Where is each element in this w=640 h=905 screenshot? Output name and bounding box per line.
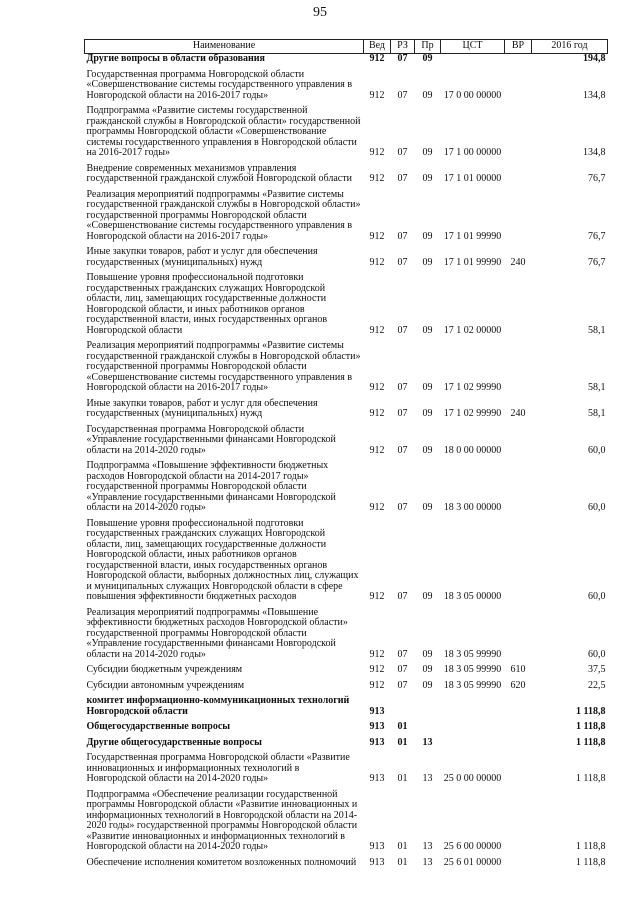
cell-pr: 09 <box>422 664 433 675</box>
cell-vr <box>505 67 532 104</box>
cell-ved: 912 <box>369 502 385 513</box>
cell-ved: 912 <box>369 382 385 393</box>
cell-vr <box>505 693 532 719</box>
cell-sum: 58,1 <box>588 408 606 419</box>
cell-sum: 76,7 <box>588 256 606 268</box>
cell-ved: 912 <box>369 408 385 419</box>
cell-ved: 912 <box>369 324 385 336</box>
cell-cst: 18 3 05 99990 <box>443 664 502 675</box>
cell-vr <box>505 750 532 787</box>
cell-rz: 07 <box>397 53 408 64</box>
cell-cst: 17 1 01 00000 <box>443 173 502 184</box>
cell-ved: 912 <box>369 679 385 691</box>
cell-name: Субсидии автономным учреждениям <box>86 679 245 691</box>
cell-vr: 620 <box>510 679 526 691</box>
cell-sum: 134,8 <box>583 89 606 101</box>
cell-ved: 912 <box>369 230 385 242</box>
cell-rz: 01 <box>397 856 408 868</box>
cell-rz: 01 <box>397 736 408 748</box>
cell-name: комитет информационно-коммуникационных технологий Новгородской области <box>86 695 350 717</box>
cell-vr <box>505 54 532 67</box>
table-row <box>85 458 608 516</box>
cell-ved: 912 <box>369 256 385 268</box>
cell-name: Общегосударственные вопросы <box>86 721 231 732</box>
cell-cst: 17 1 02 99990 <box>443 408 502 419</box>
cell-cst: 17 1 00 00000 <box>443 147 502 158</box>
cell-rz: 07 <box>397 173 408 184</box>
table-row <box>85 855 608 871</box>
cell-sum: 1 118,8 <box>575 773 606 784</box>
cell-vr <box>505 270 532 338</box>
cell-name: Подпрограмма «Развитие системы государственной гражданской службы в Новгородской области» государственной программы Новгородской области «Совершенствование системы государственного управления в Новгородской области на 2016-2017 годы» <box>86 105 361 158</box>
cell-name: Внедрение современных механизмов управления государственной гражданской службой Новгородской области <box>86 162 352 184</box>
cell-cst: 18 3 00 00000 <box>443 502 502 513</box>
table-row <box>85 396 608 422</box>
cell-pr: 09 <box>422 173 433 184</box>
cell-cst: 25 6 00 00000 <box>443 841 502 852</box>
cell-name: Подпрограмма «Обеспечение реализации государственной программы Новгородской области «Развитие инновационных и информационных технологий в Новгородской области на 2014-2020 годы» государственной программы Новгородской области «Развитие инновационных и информационных технологий в Новгородской области на 2014-2020 годы» <box>86 788 358 852</box>
cell-pr: 09 <box>422 648 433 660</box>
table-row <box>85 750 608 787</box>
table-row <box>85 67 608 104</box>
cell-pr: 09 <box>422 53 433 64</box>
cell-pr: 13 <box>422 841 433 852</box>
cell-ved: 913 <box>369 773 385 784</box>
cell-rz: 07 <box>397 408 408 419</box>
table-row <box>85 422 608 459</box>
cell-rz: 07 <box>397 147 408 158</box>
cell-rz: 07 <box>397 502 408 513</box>
cell-vr <box>505 735 532 751</box>
cell-ved: 912 <box>369 444 385 456</box>
cell-pr: 09 <box>422 502 433 513</box>
cell-cst: 18 3 05 00000 <box>443 591 502 602</box>
header-vr: ВР <box>505 40 532 54</box>
cell-pr: 09 <box>422 591 433 602</box>
table-row <box>85 735 608 751</box>
cell-vr: 240 <box>510 408 526 419</box>
cell-name: Иные закупки товаров, работ и услуг для обеспечения государственных (муниципальных) нужд <box>86 246 318 268</box>
table-row <box>85 103 608 161</box>
cell-vr <box>505 161 532 187</box>
cell-pr: 13 <box>422 856 433 868</box>
cell-vr <box>505 516 532 605</box>
table-row <box>85 516 608 605</box>
cell-rz: 01 <box>397 721 408 732</box>
header-ved: Вед <box>364 40 391 54</box>
cell-rz: 07 <box>397 648 408 660</box>
table-header <box>85 40 608 54</box>
cell-vr <box>505 719 532 735</box>
table-row <box>85 187 608 245</box>
cell-rz: 07 <box>397 89 408 101</box>
cell-name: Обеспечение исполнения комитетом возложенных полномочий <box>86 856 357 868</box>
table-row <box>85 662 608 678</box>
cell-name: Реализация мероприятий подпрограммы «Развитие системы государственной гражданской службы в Новгородской области» государственной программы Новгородской области «Совершенствование системы государственного управления в Новгородской области на 2016-2017 годы» <box>86 340 361 393</box>
cell-name: Иные закупки товаров, работ и услуг для обеспечения государственных (муниципальных) нужд <box>86 397 318 419</box>
cell-ved: 913 <box>369 736 385 748</box>
table-row <box>85 678 608 694</box>
cell-rz: 07 <box>397 230 408 242</box>
cell-rz: 07 <box>397 382 408 393</box>
cell-ved: 912 <box>369 147 385 158</box>
budget-table <box>84 39 608 870</box>
cell-sum: 194,8 <box>583 53 606 64</box>
header-name: Наименование <box>85 40 364 54</box>
cell-pr: 09 <box>422 324 433 336</box>
table-row <box>85 693 608 719</box>
table-row <box>85 719 608 735</box>
cell-sum: 60,0 <box>588 502 606 513</box>
cell-rz: 07 <box>397 256 408 268</box>
cell-cst: 18 0 00 00000 <box>443 444 502 456</box>
cell-ved: 912 <box>369 173 385 184</box>
cell-vr: 610 <box>510 664 526 675</box>
table-row <box>85 338 608 396</box>
cell-ved: 912 <box>369 648 385 660</box>
cell-pr: 09 <box>422 408 433 419</box>
cell-cst <box>441 693 505 719</box>
cell-name: Реализация мероприятий подпрограммы «Развитие системы государственной гражданской службы в Новгородской области» государственной программы Новгородской области «Совершенствование системы государственного управления в Новгородской области на 2016-2017 годы» <box>86 188 361 242</box>
cell-vr <box>505 422 532 459</box>
cell-cst: 17 1 02 99990 <box>443 382 502 393</box>
cell-ved: 912 <box>369 664 385 675</box>
cell-vr <box>505 187 532 245</box>
cell-name: Другие общегосударственные вопросы <box>86 736 262 748</box>
cell-sum: 1 118,8 <box>576 721 606 732</box>
cell-cst: 17 1 01 99990 <box>443 230 502 242</box>
cell-sum: 60,0 <box>588 444 606 456</box>
cell-rz: 07 <box>397 324 408 336</box>
cell-ved: 913 <box>369 705 385 717</box>
cell-rz <box>391 693 415 719</box>
cell-rz: 07 <box>397 664 408 675</box>
cell-sum: 37,5 <box>588 664 606 675</box>
cell-name: Подпрограмма «Повышение эффективности бюджетных расходов Новгородской области на 2014-2017 годы» государственной программы Новгородской области «Управление государственными финансами Новгородской области на 2014-2020 годы» <box>86 460 336 513</box>
cell-sum: 60,0 <box>588 591 606 602</box>
cell-pr: 09 <box>422 679 433 691</box>
cell-ved: 912 <box>369 591 385 602</box>
cell-sum: 60,0 <box>588 648 606 660</box>
cell-sum: 134,8 <box>583 147 606 158</box>
cell-pr <box>415 719 441 735</box>
cell-cst: 18 3 05 99990 <box>443 648 502 660</box>
cell-ved: 913 <box>369 856 385 868</box>
cell-pr <box>415 693 441 719</box>
cell-name: Государственная программа Новгородской области «Совершенствование системы государственного управления в Новгородской области на 2016-2017 годы» <box>86 68 353 101</box>
cell-pr: 09 <box>422 147 433 158</box>
table-row <box>85 270 608 338</box>
cell-sum: 58,1 <box>588 382 606 393</box>
header-rz: РЗ <box>391 40 415 54</box>
cell-vr <box>505 787 532 855</box>
cell-vr <box>505 458 532 516</box>
cell-sum: 1 118,8 <box>576 736 606 748</box>
cell-name: Субсидии бюджетным учреждениям <box>86 664 243 675</box>
cell-name: Реализация мероприятий подпрограммы «Повышение эффективности бюджетных расходов Новгородской области» государственной программы Новгородской области «Управление государственными финансами Новгородской области на 2014-2020 годы» <box>86 606 348 660</box>
cell-sum: 22,5 <box>588 679 606 691</box>
cell-cst <box>441 719 505 735</box>
cell-rz: 07 <box>397 591 408 602</box>
page-number: 95 <box>313 5 327 20</box>
cell-ved: 913 <box>369 841 385 852</box>
cell-rz: 07 <box>397 444 408 456</box>
cell-sum: 58,1 <box>588 324 606 336</box>
cell-name: Государственная программа Новгородской области «Развитие инновационных и информационных технологий в Новгородской области на 2014-2020 годы» <box>86 752 350 784</box>
cell-vr <box>505 103 532 161</box>
cell-name: Другие вопросы в области образования <box>86 53 265 64</box>
table-row <box>85 787 608 855</box>
cell-cst: 18 3 05 99990 <box>443 679 502 691</box>
cell-cst: 25 6 01 00000 <box>443 856 502 868</box>
table-row <box>85 161 608 187</box>
cell-name: Повышение уровня профессиональной подготовки государственных гражданских служащих Новгородской области, лиц, замещающих государственные должности Новгородской области, и иных работников органов государственной власти, иных государственных органов Новгородской области <box>86 272 328 336</box>
cell-sum: 76,7 <box>588 173 606 184</box>
cell-rz: 01 <box>397 841 408 852</box>
cell-cst: 25 0 00 00000 <box>443 773 502 784</box>
cell-ved: 912 <box>369 53 385 64</box>
cell-rz: 07 <box>397 679 408 691</box>
cell-pr: 09 <box>422 382 433 393</box>
cell-ved: 913 <box>369 721 385 732</box>
cell-rz: 01 <box>397 773 408 784</box>
cell-cst <box>441 54 505 67</box>
table-body <box>85 54 608 871</box>
cell-name: Повышение уровня профессиональной подготовки государственных гражданских служащих Новгородской области, лиц, замещающих государственные должности Новгородской области, иных работников органов государственной власти, иных государственных органов Новгородской области, выборных должностных лиц, служащих и муниципальных служащих Новгородской области в сфере повышения эффективности бюджетных расходов <box>86 517 359 602</box>
cell-pr: 13 <box>422 773 433 784</box>
cell-pr: 09 <box>422 256 433 268</box>
cell-sum: 1 118,8 <box>575 841 606 852</box>
header-cst: ЦСТ <box>441 40 505 54</box>
cell-name: Государственная программа Новгородской области «Управление государственными финансами Новгородской области на 2014-2020 годы» <box>86 423 336 456</box>
cell-ved: 912 <box>369 89 385 101</box>
header-pr: Пр <box>415 40 441 54</box>
cell-sum: 1 118,8 <box>575 856 606 868</box>
cell-vr <box>505 605 532 663</box>
cell-pr: 13 <box>422 736 433 748</box>
table-row <box>85 54 608 67</box>
table-row <box>85 244 608 270</box>
cell-cst: 17 1 01 99990 <box>443 256 502 268</box>
cell-vr <box>505 338 532 396</box>
cell-cst: 17 0 00 00000 <box>443 89 502 101</box>
cell-sum: 1 118,8 <box>576 705 606 717</box>
cell-vr <box>505 855 532 871</box>
header-year: 2016 год <box>532 40 608 54</box>
cell-pr: 09 <box>422 89 433 101</box>
cell-sum: 76,7 <box>588 230 606 242</box>
cell-cst: 17 1 02 00000 <box>443 324 502 336</box>
cell-pr: 09 <box>422 444 433 456</box>
cell-cst <box>441 735 505 751</box>
table-row <box>85 605 608 663</box>
cell-vr: 240 <box>510 256 526 268</box>
cell-pr: 09 <box>422 230 433 242</box>
